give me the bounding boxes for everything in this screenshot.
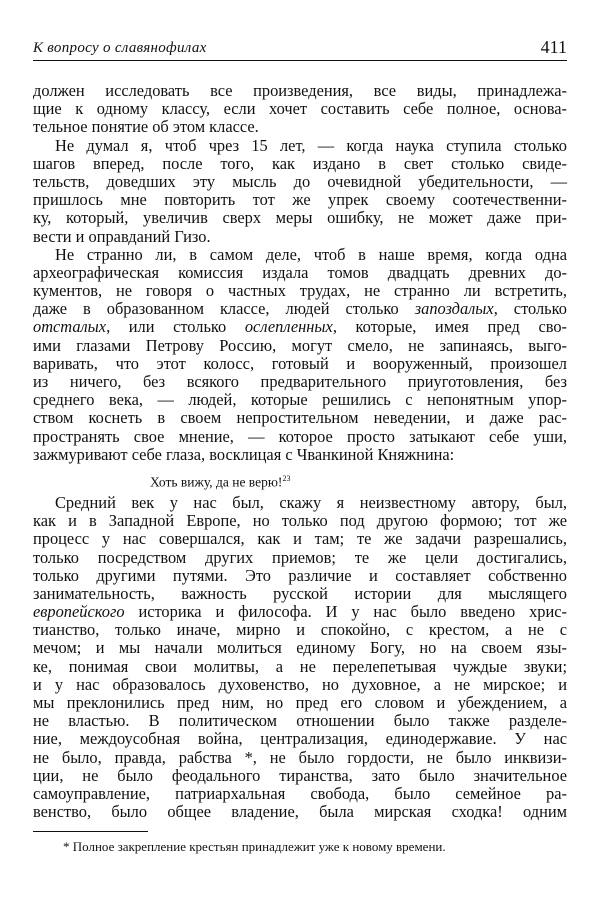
text-line: тельств, доведших эту мысль до очевидной убедительности, — xyxy=(33,171,567,191)
text-line: археографическая комиссия издала томов двадцать древних до- xyxy=(33,262,567,282)
text-line: и у нас образовалось духовенство, но духовное, а не мирское; и xyxy=(33,674,567,694)
footnote: * Полное закрепление крестьян принадлежит уже к новому времени. xyxy=(63,839,446,854)
text-line: процесс у нас совершался, как и там; те же задачи разрешались, xyxy=(33,529,567,549)
text-line: только посредством других приемов; те же цели достигались, xyxy=(33,547,567,567)
text-segment: даже в образованном классе, людей столько xyxy=(33,299,415,319)
running-header xyxy=(33,37,567,61)
text-line: должен исследовать все произведения, все виды, принадлежа- xyxy=(33,81,567,100)
paragraph xyxy=(33,82,567,137)
text-line: только другими путями. Это различие и составляет собственно xyxy=(33,565,567,585)
text-line: ку, который, увеличив сверх меры ошибку, не может даже при- xyxy=(33,208,567,228)
body-text xyxy=(33,82,567,821)
text-line: пространять свое мнение, — которое просто затыкают себе уши, xyxy=(33,426,567,446)
text-segment: , или столько xyxy=(106,317,245,337)
text-line: не властью. В политическом отношении было также разделе- xyxy=(33,711,567,731)
text-line: как и в Западной Европе, но только под другою формою; тот же xyxy=(33,511,567,531)
text-line: кументов, не говоря о частных трудах, не странно ли встретить, xyxy=(33,281,567,301)
paragraph xyxy=(33,246,567,464)
text-line: мы преклонились пред ним, но пред его словом и убеждением, а xyxy=(33,693,567,712)
text-line: самоуправление, патриархальная свобода, было семейное ра- xyxy=(33,783,567,803)
text-line: пришлось мне повторить тот же упрек своему соотечественни- xyxy=(33,190,567,210)
footnote-divider xyxy=(33,831,148,832)
text-line: тельное понятие об этом классе. xyxy=(33,117,259,137)
text-line: ими глазами Петрову Россию, могут смело, не запинаясь, выго- xyxy=(33,335,567,355)
text-line: Не странно ли, в самом деле, чтоб в наше время, когда одна xyxy=(55,244,567,264)
emphasis: европейского xyxy=(33,602,125,622)
emphasis: ослепленных xyxy=(244,317,333,337)
text-line: мечом; и мы начали молиться единому Богу, но на своем язы- xyxy=(33,638,567,658)
text-line: Средний век у нас был, скажу я неизвестному автору, был, xyxy=(55,492,567,512)
text-segment: , которые, имея пред сво- xyxy=(332,317,567,337)
text-line: щие к одному классу, если хочет составить себе полное, основа- xyxy=(33,99,567,119)
text-line: не было, правда, рабства *, не было гордости, не было инквизи- xyxy=(33,747,567,767)
text-line: ние, междоусобная война, централизация, единодержавие. У нас xyxy=(33,729,567,749)
text-line: зажмуривают себе глаза, восклицая с Чванкиной Княжнина: xyxy=(33,444,455,464)
text-line xyxy=(33,300,567,318)
text-line: вести и оправданий Гизо. xyxy=(33,226,211,246)
text-segment: историка и философа. И у нас было введено хрис- xyxy=(124,602,567,622)
text-line: ке, понимая свои молитвы, а не перелепетывая чуждые звуки; xyxy=(33,656,567,676)
page-number: 411 xyxy=(540,37,567,57)
running-title: К вопросу о славянофилах xyxy=(33,40,207,56)
text-line: среднего века, — людей, которые решились с непонятным упор- xyxy=(33,390,567,410)
paragraph xyxy=(33,137,567,246)
text-line: варивать, что этот колосс, готовый и вооруженный, произошел xyxy=(33,353,567,373)
paragraph xyxy=(33,494,567,821)
emphasis: отсталых xyxy=(33,317,107,337)
text-line: шагов вперед, после того, как издано в свет столько свиде- xyxy=(33,153,567,173)
text-line: тианство, только иначе, мирно и спокойно, с крестом, а не с xyxy=(33,620,567,640)
text-line: занимательность, важность русской истории для мыслящего xyxy=(33,583,567,603)
emphasis: запоздалых xyxy=(414,299,494,319)
text-line: Не думал я, чтоб чрез 15 лет, — когда наука ступила столько xyxy=(55,135,567,155)
text-line: венство, было общее владение, была мирская сходка! одним xyxy=(33,802,567,822)
text-line: из ничего, без всякого предварительного приуготовления, без xyxy=(33,372,567,391)
endnote-reference: 23 xyxy=(282,473,291,483)
quote-text: Хоть вижу, да не верю! xyxy=(150,474,283,490)
verse-quote xyxy=(33,466,567,492)
text-line xyxy=(33,318,567,336)
text-line xyxy=(33,603,567,621)
text-line: ции, не было феодального тиранства, зато было значительное xyxy=(33,765,567,785)
text-line: ством коснеть в своем непростительном неведении, и даже рас- xyxy=(33,408,567,428)
text-segment: , столько xyxy=(493,299,567,319)
